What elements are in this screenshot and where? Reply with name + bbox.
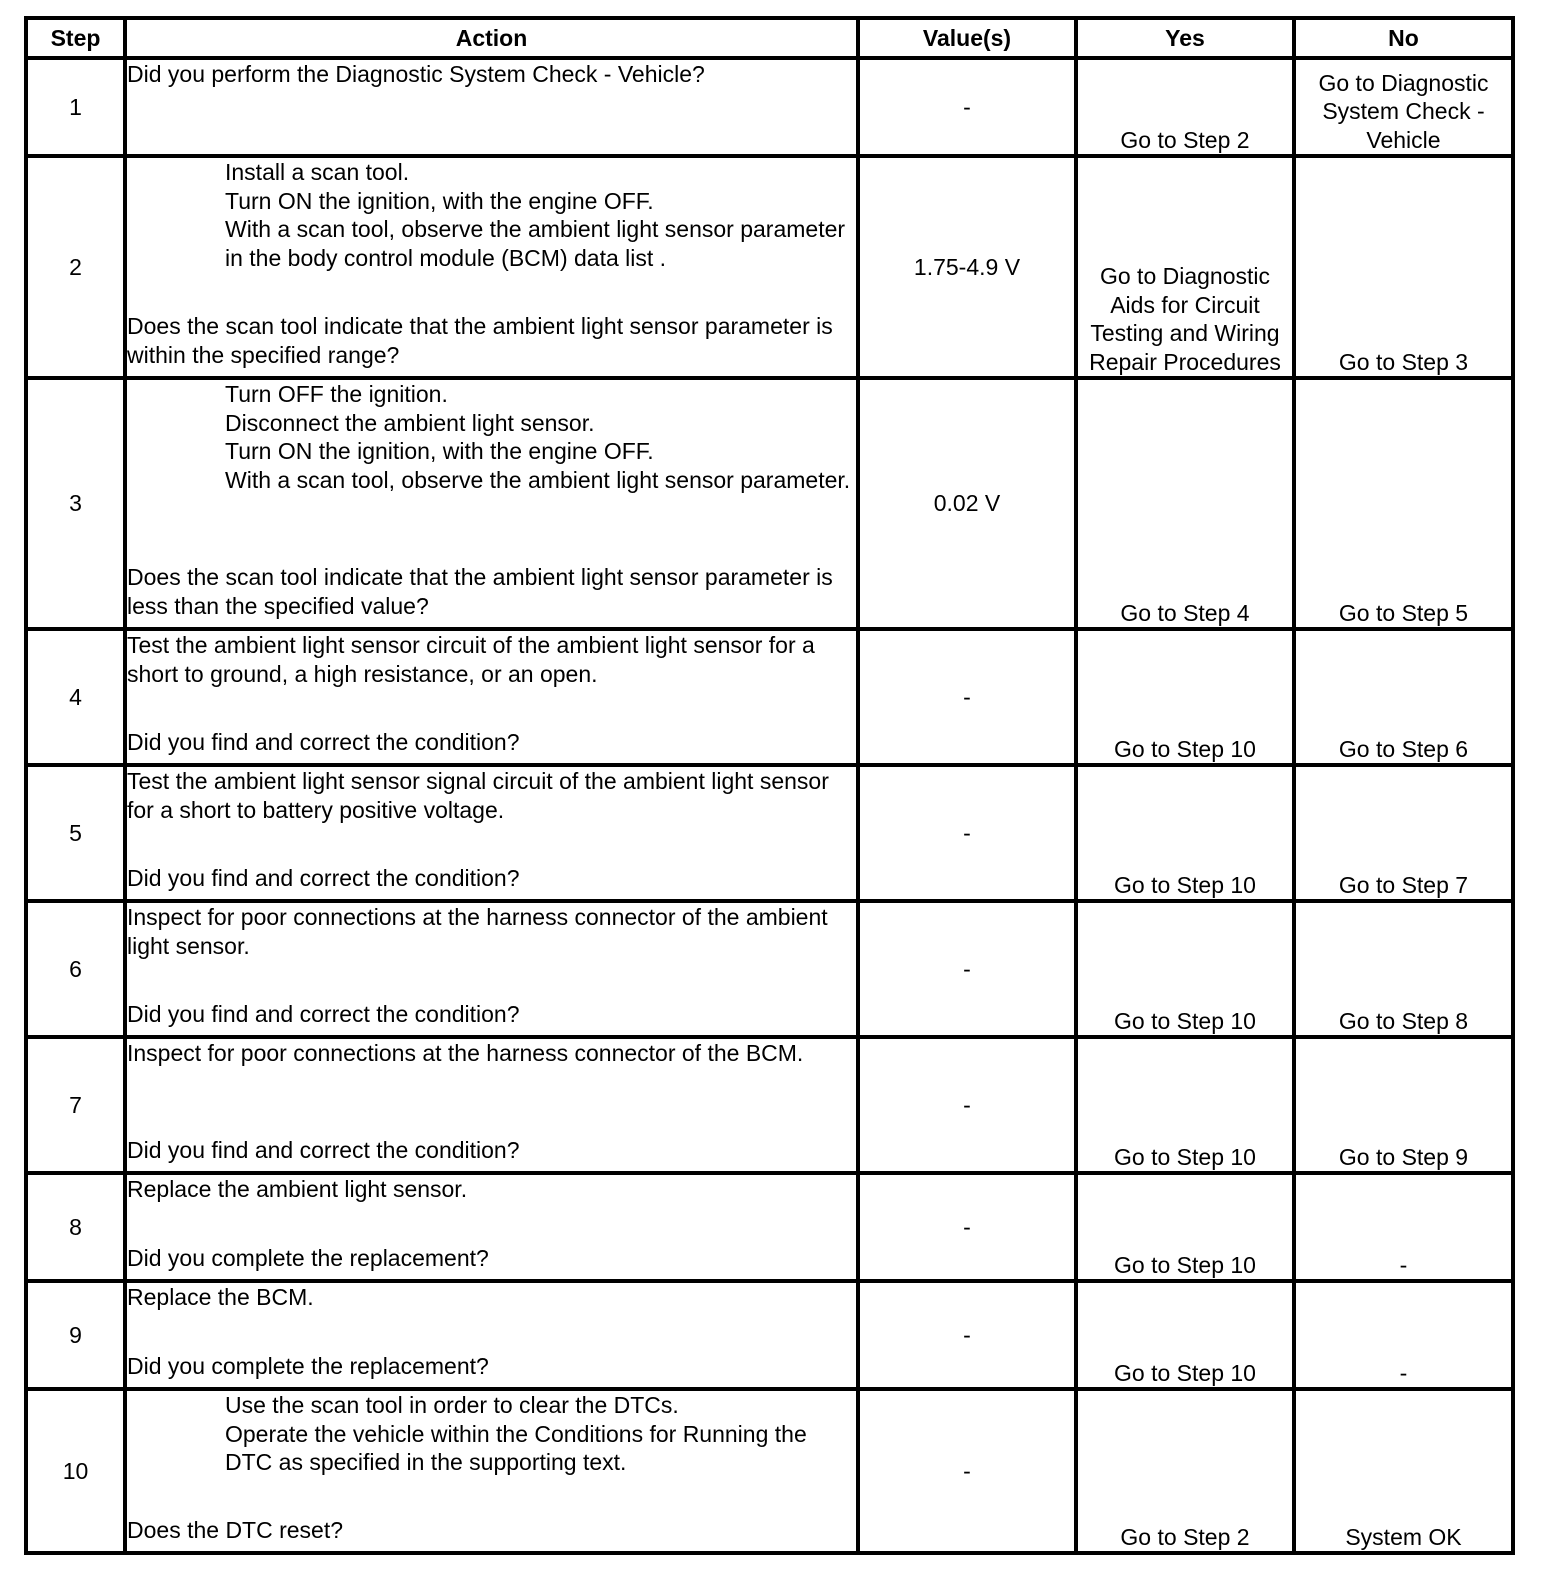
action-content xyxy=(127,903,856,1028)
spacer xyxy=(127,1477,856,1516)
action-text: Replace the BCM. xyxy=(127,1284,314,1310)
yes-cell: Go to Step 10 xyxy=(1076,629,1294,765)
action-text: Inspect for poor connections at the harness connector of the ambient light sensor. xyxy=(127,904,828,959)
table-row xyxy=(26,901,1513,1037)
instruction-item: Use the scan tool in order to clear the DTCs. xyxy=(225,1392,679,1418)
value-cell: 1.75-4.9 V xyxy=(858,156,1076,378)
no-cell: Go to Diagnostic System Check - Vehicle xyxy=(1294,58,1513,156)
action-content xyxy=(127,767,856,892)
no-cell: - xyxy=(1294,1173,1513,1281)
action-cell xyxy=(125,1037,858,1173)
yes-cell: Go to Step 10 xyxy=(1076,1173,1294,1281)
yes-cell: Go to Step 4 xyxy=(1076,378,1294,629)
instruction-list xyxy=(225,158,856,272)
instruction-item: Operate the vehicle within the Conditions for Running the DTC as specified in the supporting text. xyxy=(225,1420,807,1475)
header-row xyxy=(26,18,1513,58)
instruction-list xyxy=(225,1391,856,1477)
step-number: 10 xyxy=(26,1389,125,1553)
header-action: Action xyxy=(125,18,858,58)
value-cell: - xyxy=(858,765,1076,901)
step-number: 2 xyxy=(26,156,125,378)
action-question: Does the DTC reset? xyxy=(127,1516,344,1543)
spacer xyxy=(127,960,856,1000)
value-cell: 0.02 V xyxy=(858,378,1076,629)
action-text: Test the ambient light sensor circuit of the ambient light sensor for a short to ground, a high resistance, or an open. xyxy=(127,632,815,687)
action-cell xyxy=(125,1389,858,1553)
instruction-item: With a scan tool, observe the ambient light sensor parameter. xyxy=(225,466,851,493)
spacer xyxy=(127,688,856,728)
header-step: Step xyxy=(26,18,125,58)
action-cell xyxy=(125,1173,858,1281)
no-cell: Go to Step 5 xyxy=(1294,378,1513,629)
table-row xyxy=(26,1037,1513,1173)
table-row xyxy=(26,765,1513,901)
no-cell: Go to Step 6 xyxy=(1294,629,1513,765)
no-cell: Go to Step 3 xyxy=(1294,156,1513,378)
action-cell xyxy=(125,1281,858,1389)
spacer xyxy=(127,272,856,312)
action-question: Did you complete the replacement? xyxy=(127,1352,489,1379)
step-number: 1 xyxy=(26,58,125,156)
instruction-item: With a scan tool, observe the ambient light sensor parameter in the body control module (BCM) data list . xyxy=(225,216,846,271)
spacer xyxy=(127,1312,856,1352)
table-row xyxy=(26,1281,1513,1389)
action-text: Inspect for poor connections at the harness connector of the BCM. xyxy=(127,1040,804,1066)
value-cell: - xyxy=(858,1173,1076,1281)
action-question: Did you complete the replacement? xyxy=(127,1244,489,1271)
action-question: Did you find and correct the condition? xyxy=(127,1136,520,1163)
diagnostic-table xyxy=(24,16,1515,1555)
no-cell: Go to Step 9 xyxy=(1294,1037,1513,1173)
action-question: Does the scan tool indicate that the ambient light sensor parameter is less than the specified value? xyxy=(127,564,833,619)
step-number: 3 xyxy=(26,378,125,629)
value-cell: - xyxy=(858,629,1076,765)
action-cell xyxy=(125,765,858,901)
table-row xyxy=(26,378,1513,629)
action-content xyxy=(127,1391,856,1544)
action-cell xyxy=(125,629,858,765)
header-no: No xyxy=(1294,18,1513,58)
step-number: 9 xyxy=(26,1281,125,1389)
action-text: Replace the ambient light sensor. xyxy=(127,1176,468,1202)
action-text: Did you perform the Diagnostic System Check - Vehicle? xyxy=(127,61,705,87)
no-cell: Go to Step 8 xyxy=(1294,901,1513,1037)
instruction-list xyxy=(225,380,856,494)
spacer xyxy=(127,494,856,563)
step-number: 4 xyxy=(26,629,125,765)
value-cell: - xyxy=(858,901,1076,1037)
yes-cell: Go to Step 10 xyxy=(1076,765,1294,901)
yes-cell: Go to Step 10 xyxy=(1076,1281,1294,1389)
spacer xyxy=(127,89,856,148)
yes-cell: Go to Step 2 xyxy=(1076,58,1294,156)
value-cell: - xyxy=(858,1389,1076,1553)
action-cell xyxy=(125,156,858,378)
action-cell xyxy=(125,58,858,156)
instruction-item: Disconnect the ambient light sensor. xyxy=(225,409,595,436)
action-question: Did you find and correct the condition? xyxy=(127,864,520,891)
action-content xyxy=(127,60,856,147)
yes-cell: Go to Step 2 xyxy=(1076,1389,1294,1553)
action-content xyxy=(127,631,856,756)
action-text: Test the ambient light sensor signal circuit of the ambient light sensor for a short to battery positive voltage. xyxy=(127,768,829,823)
no-cell: Go to Step 7 xyxy=(1294,765,1513,901)
header-yes: Yes xyxy=(1076,18,1294,58)
action-question: Did you find and correct the condition? xyxy=(127,1000,520,1027)
table-row xyxy=(26,629,1513,765)
action-content xyxy=(127,380,856,620)
value-cell: - xyxy=(858,58,1076,156)
instruction-item: Turn ON the ignition, with the engine OFF. xyxy=(225,187,654,214)
no-cell: System OK xyxy=(1294,1389,1513,1553)
step-number: 8 xyxy=(26,1173,125,1281)
spacer xyxy=(127,824,856,864)
step-number: 5 xyxy=(26,765,125,901)
spacer xyxy=(127,1204,856,1244)
step-number: 6 xyxy=(26,901,125,1037)
yes-cell: Go to Step 10 xyxy=(1076,901,1294,1037)
action-cell xyxy=(125,901,858,1037)
step-number: 7 xyxy=(26,1037,125,1173)
action-content xyxy=(127,1283,856,1380)
instruction-item: Turn ON the ignition, with the engine OFF. xyxy=(225,438,654,464)
action-question: Does the scan tool indicate that the ambient light sensor parameter is within the specified range? xyxy=(127,313,833,368)
no-cell: - xyxy=(1294,1281,1513,1389)
spacer xyxy=(127,1068,856,1136)
action-question: Did you find and correct the condition? xyxy=(127,728,520,755)
table-row xyxy=(26,1173,1513,1281)
table-row xyxy=(26,156,1513,378)
action-content xyxy=(127,158,856,369)
action-content xyxy=(127,1175,856,1272)
header-values: Value(s) xyxy=(858,18,1076,58)
instruction-item: Turn OFF the ignition. xyxy=(225,381,448,407)
value-cell: - xyxy=(858,1281,1076,1389)
yes-cell: Go to Step 10 xyxy=(1076,1037,1294,1173)
action-cell xyxy=(125,378,858,629)
action-content xyxy=(127,1039,856,1164)
instruction-item: Install a scan tool. xyxy=(225,159,410,185)
table-row xyxy=(26,1389,1513,1553)
table-row xyxy=(26,58,1513,156)
yes-cell: Go to Diagnostic Aids for Circuit Testing and Wiring Repair Procedures xyxy=(1076,156,1294,378)
value-cell: - xyxy=(858,1037,1076,1173)
